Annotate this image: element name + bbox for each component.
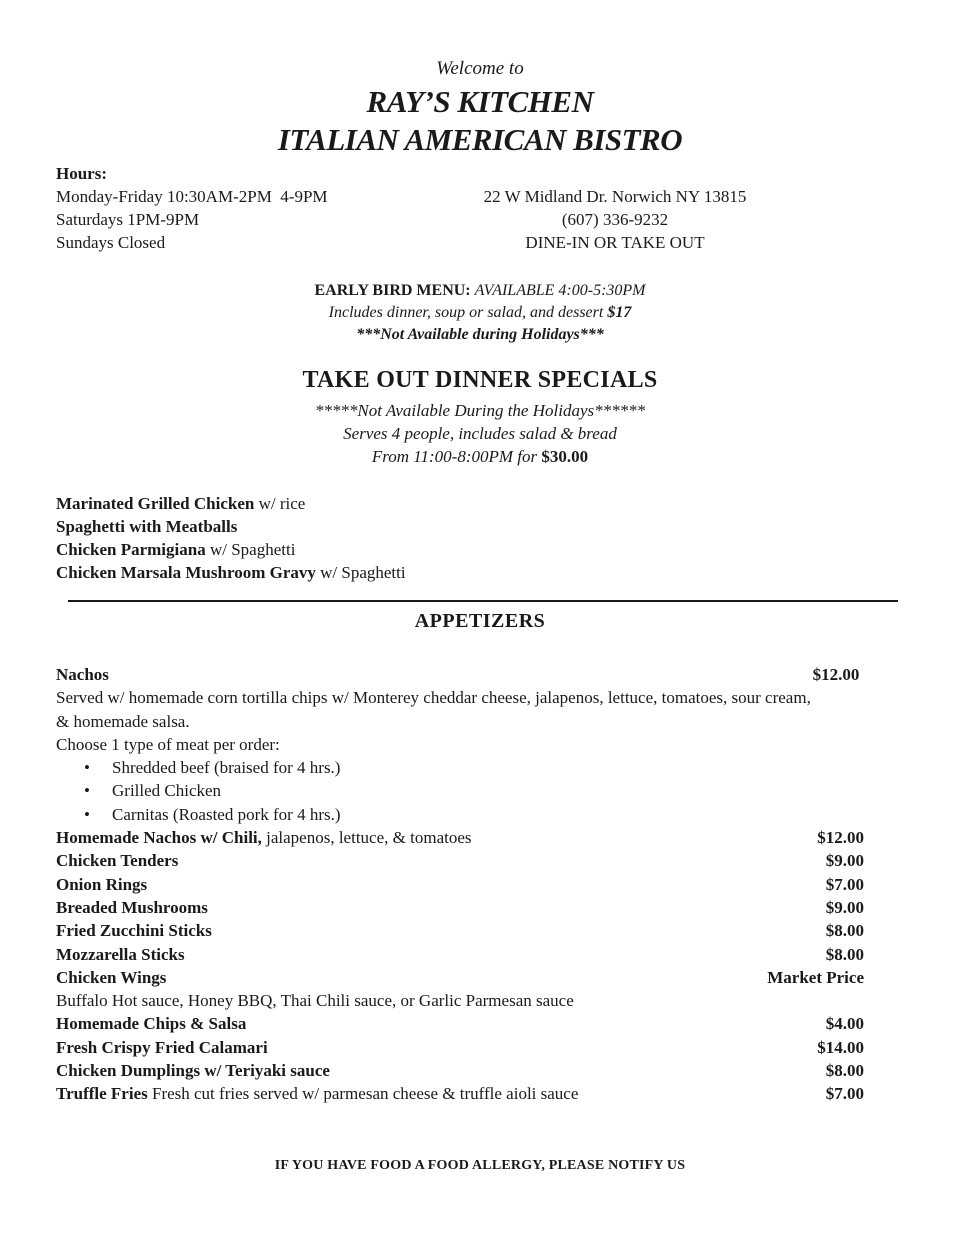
price: Market Price (767, 967, 864, 987)
menu-item: Mozzarella Sticks $8.00 (56, 943, 906, 966)
address-service: DINE-IN OR TAKE OUT (525, 233, 705, 252)
menu-item-nachos: Nachos $12.00 (56, 663, 906, 686)
menu-item: Chicken Tenders $9.00 (56, 849, 906, 872)
address-street: 22 W Midland Dr. Norwich NY 13815 (483, 187, 747, 206)
restaurant-name: RAY’S KITCHEN (366, 84, 594, 119)
hours-block (56, 162, 328, 254)
list-item: Marinated Grilled Chicken w/ rice (56, 494, 306, 513)
price: $8.00 (825, 1061, 864, 1081)
early-bird-block (0, 280, 960, 346)
price: $4.00 (825, 1014, 864, 1034)
takeout-title: TAKE OUT DINNER SPECIALS (302, 367, 658, 393)
price: $8.00 (825, 944, 864, 964)
divider (68, 600, 898, 602)
menu-item: Fresh Crispy Fried Calamari $14.00 (56, 1036, 906, 1059)
nachos-choose: Choose 1 type of meat per order: (56, 734, 280, 754)
takeout-hours: From 11:00-8:00PM for (371, 447, 538, 466)
price: $9.00 (825, 897, 864, 917)
appetizers-list (56, 663, 906, 1106)
price: $8.00 (825, 921, 864, 941)
menu-item: Breaded Mushrooms $9.00 (56, 896, 906, 919)
allergy-notice: IF YOU HAVE FOOD A FOOD ALLERGY, PLEASE NOTIFY US (274, 1158, 686, 1173)
price: $7.00 (825, 874, 864, 894)
takeout-price: $30.00 (541, 447, 589, 466)
list-item: Chicken Marsala Mushroom Gravy w/ Spaghetti (56, 563, 406, 582)
wings-sauces: Buffalo Hot sauce, Honey BBQ, Thai Chili sauce, or Garlic Parmesan sauce (56, 991, 574, 1011)
menu-item: Truffle Fries Fresh cut fries served w/ parmesan cheese & truffle aioli sauce $7.00 (56, 1082, 906, 1105)
takeout-note: *****Not Available During the Holidays****** (314, 401, 646, 420)
address-phone: (607) 336-9232 (561, 210, 669, 229)
hours-sunday: Sundays Closed (56, 233, 166, 252)
menu-item: Fried Zucchini Sticks $8.00 (56, 919, 906, 942)
hours-saturday: Saturdays 1PM-9PM (56, 210, 200, 229)
early-bird-price: $17 (607, 304, 632, 321)
price: $14.00 (817, 1037, 864, 1057)
list-item: Spaghetti with Meatballs (56, 517, 238, 536)
list-item: • Shredded beef (braised for 4 hrs.) (56, 756, 906, 779)
hours-weekday: Monday-Friday 10:30AM-2PM 4-9PM (56, 187, 328, 206)
menu-item: Homemade Nachos w/ Chili, jalapenos, lettuce, & tomatoes $12.00 (56, 826, 906, 849)
list-item: • Grilled Chicken (56, 779, 906, 802)
address-block (430, 185, 800, 254)
menu-item: Onion Rings $7.00 (56, 873, 906, 896)
takeout-list (56, 492, 406, 584)
restaurant-subtitle: ITALIAN AMERICAN BISTRO (277, 122, 683, 157)
takeout-serves: Serves 4 people, includes salad & bread (343, 424, 617, 443)
early-bird-note: ***Not Available during Holidays*** (356, 326, 604, 343)
list-item: • Carnitas (Roasted pork for 4 hrs.) (56, 803, 906, 826)
menu-item: Chicken Dumplings w/ Teriyaki sauce $8.00 (56, 1059, 906, 1082)
menu-item: Chicken Wings Market Price (56, 966, 906, 989)
early-bird-label: EARLY BIRD MENU: (314, 282, 471, 299)
list-item: Chicken Parmigiana w/ Spaghetti (56, 540, 296, 559)
nachos-description-cont: & homemade salsa. (56, 711, 190, 731)
nachos-description: Served w/ homemade corn tortilla chips w/ Monterey cheddar cheese, jalapenos, lettuce, tomatoes, sour cream, (56, 688, 811, 708)
price: $9.00 (825, 851, 864, 871)
price: $12.00 (817, 828, 864, 848)
takeout-info (0, 399, 960, 468)
price: $7.00 (825, 1084, 864, 1104)
appetizers-title: APPETIZERS (414, 610, 546, 632)
early-bird-includes: Includes dinner, soup or salad, and dessert (328, 304, 604, 321)
early-bird-availability: AVAILABLE 4:00-5:30PM (474, 282, 646, 299)
menu-item: Homemade Chips & Salsa $4.00 (56, 1012, 906, 1035)
welcome-text: Welcome to (436, 58, 524, 79)
price: $12.00 (812, 665, 860, 684)
hours-label: Hours: (56, 164, 107, 183)
